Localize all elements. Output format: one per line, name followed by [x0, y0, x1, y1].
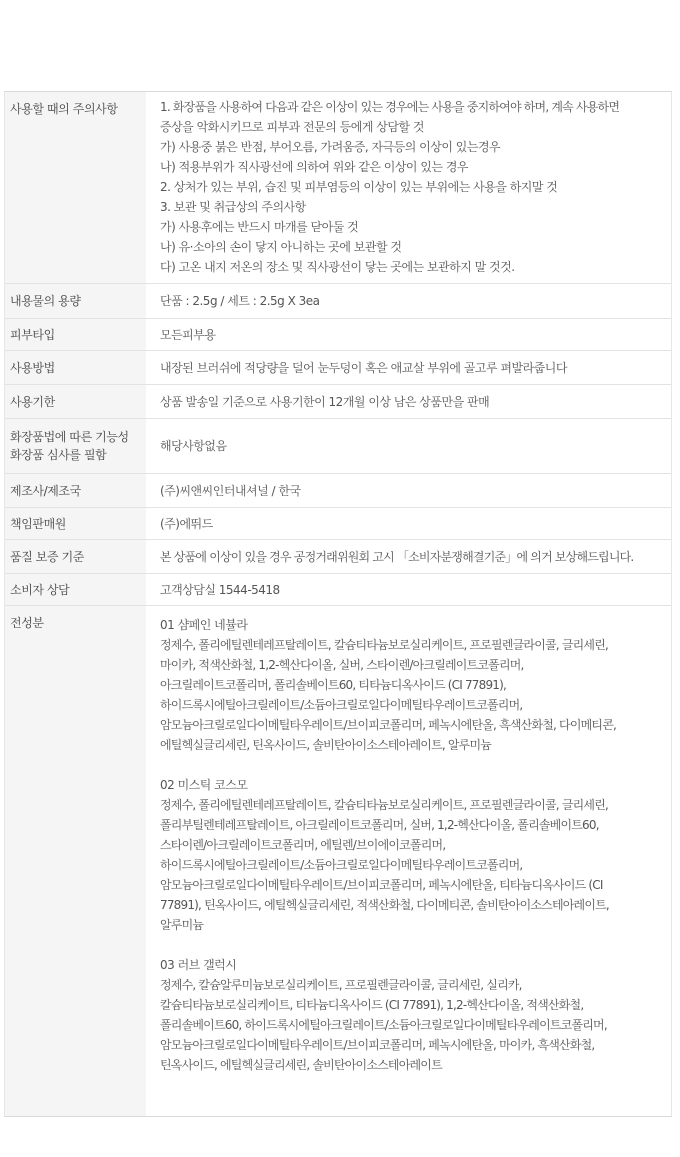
text-line: 하이드록시에틸아크릴레이트/소듐아크릴로일다이메틸타우레이트코폴리머, [160, 698, 523, 712]
row-value: 고객상담실 1544-5418 [160, 582, 280, 597]
row-label [5, 419, 146, 473]
row-expiration [5, 385, 671, 419]
label-line: 화장품 심사를 필함 [10, 448, 107, 462]
text-line: 정제수, 칼슘알루미늄보로실리케이트, 프로필렌글라이콜, 글리세린, 실리카, [160, 978, 522, 992]
label-line: 화장품법에 따른 기능성 [10, 430, 129, 444]
text-line: 틴옥사이드, 에틸헥실글리세린, 솔비탄아이소스테아레이트 [160, 1058, 442, 1072]
row-consumer-service [5, 574, 671, 606]
row-label: 품질 보증 기준 [5, 540, 146, 573]
text-line: 스타이렌/아크릴레이트코폴리머, 에틸렌/브이에이코폴리머, [160, 838, 446, 852]
text-line: 폴리부틸렌테레프탈레이트, 아크릴레이트코폴리머, 실버, 1,2-헥산다이올, 폴리솔베이트60, [160, 818, 599, 832]
row-value: 상품 발송일 기준으로 사용기한이 12개월 이상 남은 상품만을 판매 [160, 394, 490, 409]
text-line: 77891), 틴옥사이드, 에틸헥실글리세린, 적색산화철, 다이메티콘, 솔비탄아이소스테아레이트, [160, 898, 609, 912]
row-value [146, 92, 671, 283]
row-label: 내용물의 용량 [5, 284, 146, 318]
row-value: (주)씨앤씨인터내셔널 / 한국 [160, 483, 301, 498]
row-value: (주)에뛰드 [160, 516, 213, 531]
text-line: 나) 유·소아의 손이 닿지 아니하는 곳에 보관할 것 [160, 240, 402, 254]
row-value: 내장된 브러쉬에 적당량을 덜어 눈두덩이 혹은 애교살 부위에 골고루 펴발라줍니다 [160, 360, 567, 375]
ingredient-group-title: 02 미스틱 코스모 [160, 778, 248, 792]
text-line: 암모늄아크릴로일다이메틸타우레이트/브이피코폴리머, 페녹시에탄올, 마이카, 흑색산화철, [160, 1038, 595, 1052]
row-skin-type [5, 319, 671, 351]
text-line: 정제수, 폴리에틸렌테레프탈레이트, 칼슘티타늄보로실리케이트, 프로필렌글라이콜, 글리세린, [160, 798, 609, 812]
spacer [160, 935, 665, 955]
row-label: 제조사/제조국 [5, 474, 146, 507]
row-label: 사용할 때의 주의사항 [5, 92, 146, 283]
row-volume [5, 284, 671, 319]
ingredient-group [160, 615, 665, 755]
row-value: 단품 : 2.5g / 세트 : 2.5g X 3ea [160, 294, 320, 308]
row-ingredients [5, 606, 671, 1116]
row-value [146, 606, 671, 1116]
row-manufacturer [5, 474, 671, 508]
text-line: 폴리솔베이트60, 하이드록시에틸아크릴레이트/소듐아크릴로일다이메틸타우레이트코폴리머, [160, 1018, 607, 1032]
text-line: 에틸헥실글리세린, 틴옥사이드, 솔비탄아이소스테아레이트, 알루미늄 [160, 738, 492, 752]
row-value: 해당사항없음 [160, 439, 227, 453]
text-line: 3. 보관 및 취급상의 주의사항 [160, 200, 306, 214]
row-label: 전성분 [5, 606, 146, 1116]
row-label: 책임판매원 [5, 508, 146, 539]
row-usage [5, 351, 671, 385]
product-info-table [4, 91, 672, 1117]
row-label: 피부타입 [5, 319, 146, 350]
ingredient-group [160, 955, 665, 1075]
text-line: 1. 화장품을 사용하여 다음과 같은 이상이 있는 경우에는 사용을 중지하여야 하며, 계속 사용하면 [160, 100, 620, 114]
row-precautions [5, 92, 671, 284]
text-line: 마이카, 적색산화철, 1,2-헥산다이올, 실버, 스타이렌/아크릴레이트코폴리머, [160, 658, 524, 672]
text-line: 정제수, 폴리에틸렌테레프탈레이트, 칼슘티타늄보로실리케이트, 프로필렌글라이콜, 글리세린, [160, 638, 609, 652]
text-line: 가) 사용중 붉은 반점, 부어오름, 가려움증, 자극등의 이상이 있는경우 [160, 140, 501, 154]
row-value: 모든피부용 [160, 327, 216, 342]
ingredient-group [160, 775, 665, 935]
text-line: 다) 고온 내지 저온의 장소 및 직사광선이 닿는 곳에는 보관하지 말 것것. [160, 260, 515, 274]
row-functional-cosmetics [5, 419, 671, 474]
text-line: 가) 사용후에는 반드시 마개를 닫아둘 것 [160, 220, 359, 234]
spacer [160, 755, 665, 775]
row-label: 사용방법 [5, 351, 146, 384]
row-label: 소비자 상담 [5, 574, 146, 605]
row-responsible-seller [5, 508, 671, 540]
text-line: 하이드록시에틸아크릴레이트/소듐아크릴로일다이메틸타우레이트코폴리머, [160, 858, 523, 872]
row-value: 본 상품에 이상이 있을 경우 공정거래위원회 고시 「소비자분쟁해결기준」에 의거 보상해드립니다. [160, 549, 634, 564]
text-line: 2. 상처가 있는 부위, 습진 및 피부염등의 이상이 있는 부위에는 사용을 하지말 것 [160, 180, 558, 194]
text-line: 암모늄아크릴로일다이메틸타우레이트/브이피코폴리머, 페녹시에탄올, 티타늄디옥사이드 (CI [160, 878, 603, 892]
ingredient-group-title: 03 러브 갤럭시 [160, 958, 237, 972]
ingredient-group-title: 01 샴페인 네뷸라 [160, 618, 248, 632]
text-line: 칼슘티타늄보로실리케이트, 티타늄디옥사이드 (CI 77891), 1,2-헥산다이올, 적색산화철, [160, 998, 584, 1012]
row-label: 사용기한 [5, 385, 146, 418]
text-line: 암모늄아크릴로일다이메틸타우레이트/브이피코폴리머, 페녹시에탄올, 흑색산화철, 다이메티콘, [160, 718, 617, 732]
row-quality-guarantee [5, 540, 671, 574]
text-line: 아크릴레이트코폴리머, 폴리솔베이트60, 티타늄디옥사이드 (CI 77891), [160, 678, 507, 692]
text-line: 알루미늄 [160, 918, 204, 932]
text-line: 증상을 악화시키므로 피부과 전문의 등에게 상담할 것 [160, 120, 424, 134]
text-line: 나) 적용부위가 직사광선에 의하여 위와 같은 이상이 있는 경우 [160, 160, 468, 174]
